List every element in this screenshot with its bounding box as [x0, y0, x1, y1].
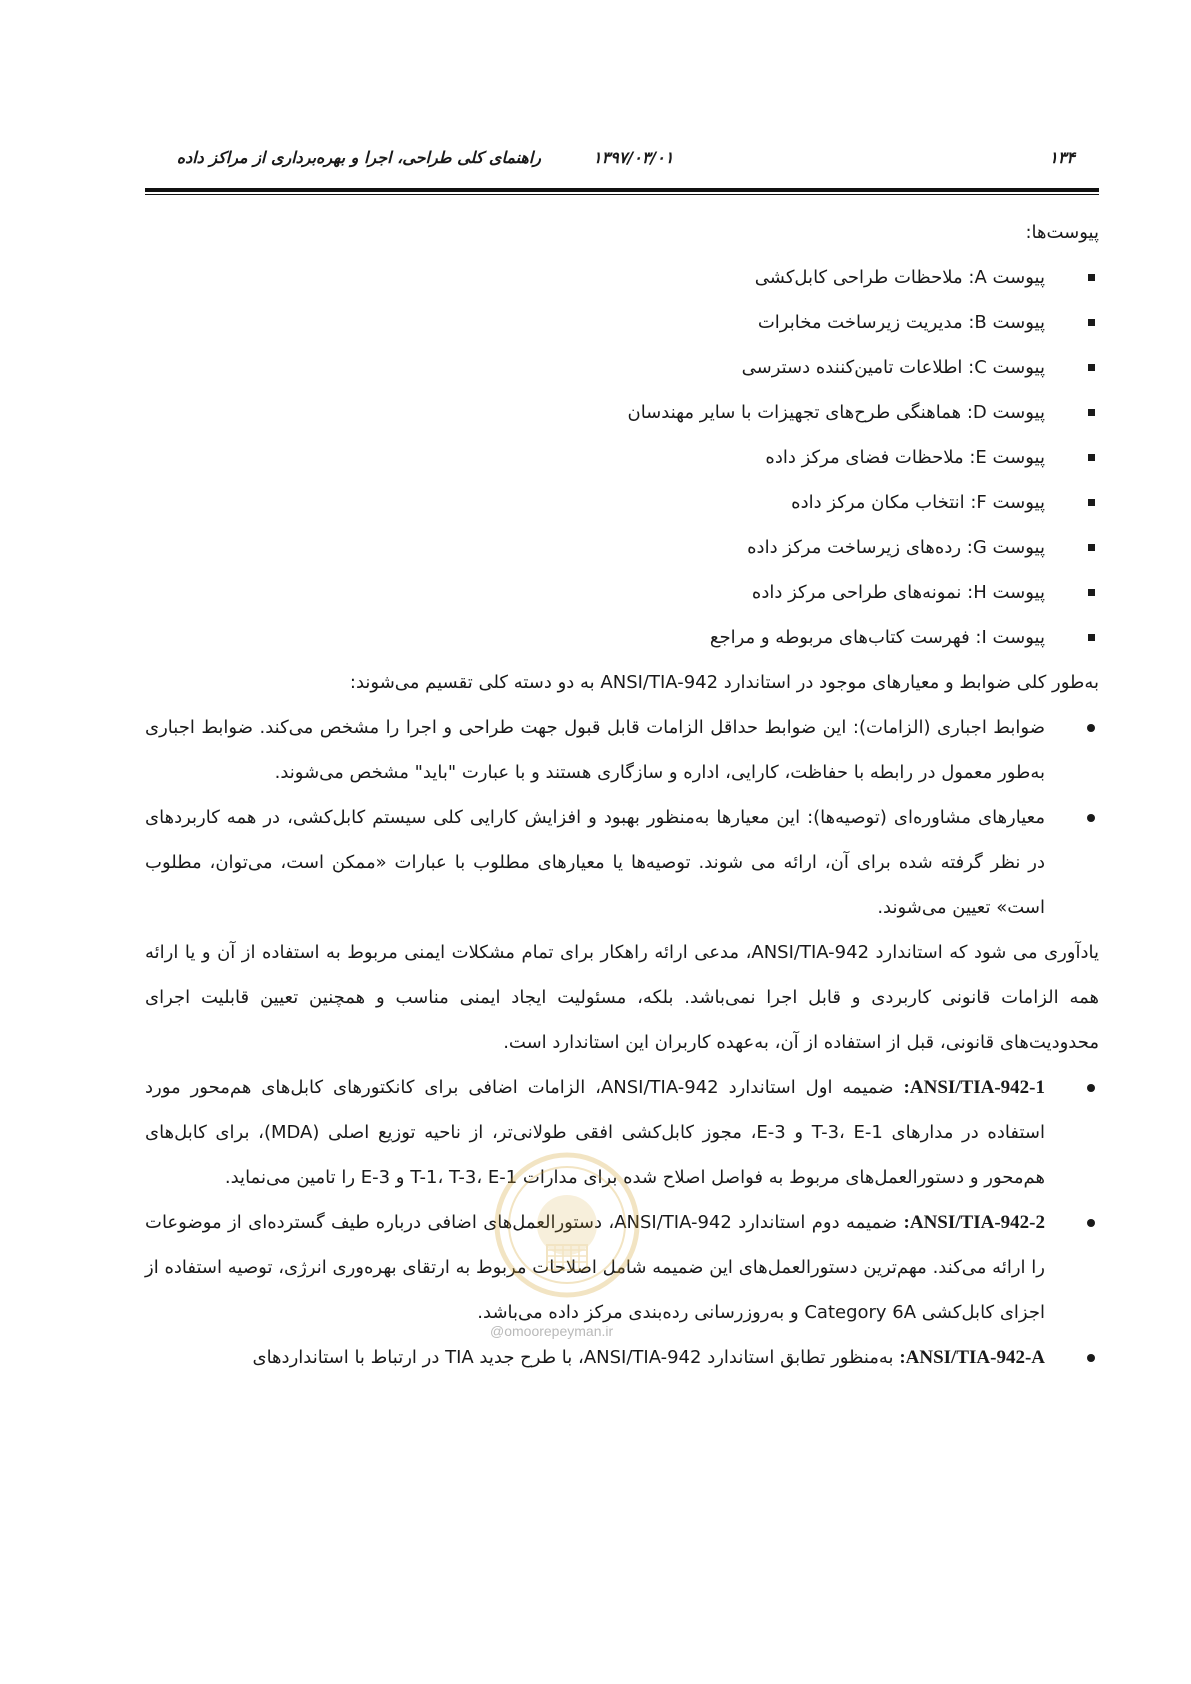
criteria-list	[145, 705, 1099, 930]
bullet-square-icon	[1088, 454, 1095, 461]
list-item: معیارهای مشاوره‌ای (توصیه‌ها): این معیارها به‌منظور بهبود و افزایش کارایی کلی سیستم کابل‌کشی، در همه کاربردهای در نظر گرفته شده برای آن، ارائه می شوند. توصیه‌ها یا معیارهای مطلوب با عبارات «ممکن است، می‌توان، مطلوب است» تعیین می‌شوند.	[145, 795, 1099, 930]
list-item: ضوابط اجباری (الزامات): این ضوابط حداقل الزامات قابل قبول جهت طراحی و اجرا را مشخص می‌کند. ضوابط اجباری به‌طور معمول در رابطه با حفاظت، کارایی، اداره و سازگاری هستند و با عبارت "باید" مشخص می‌شوند.	[145, 705, 1099, 795]
bullet-square-icon	[1088, 544, 1095, 551]
list-item: پیوست E: ملاحظات فضای مرکز داده	[145, 435, 1099, 480]
bullet-dot-icon	[1087, 814, 1095, 822]
appendix-list	[145, 255, 1099, 660]
bullet-square-icon	[1088, 319, 1095, 326]
bullet-dot-icon	[1087, 724, 1095, 732]
watermark-seal-icon	[492, 1150, 642, 1300]
watermark-text: @omoorepeyman.ir	[490, 1323, 614, 1339]
list-item: پیوست A: ملاحظات طراحی کابل‌کشی	[145, 255, 1099, 300]
list-item: پیوست D: هماهنگی طرح‌های تجهیزات با سایر مهندسان	[145, 390, 1099, 435]
addendum-code: ANSI/TIA-942-A:	[899, 1347, 1045, 1368]
bullet-dot-icon	[1087, 1084, 1095, 1092]
header-rule	[145, 188, 1099, 192]
list-item: پیوست H: نمونه‌های طراحی مرکز داده	[145, 570, 1099, 615]
bullet-square-icon	[1088, 364, 1095, 371]
list-item: پیوست C: اطلاعات تامین‌کننده دسترسی	[145, 345, 1099, 390]
running-header-date: ۱۳۹۷/۰۳/۰۱	[593, 148, 674, 167]
bullet-dot-icon	[1087, 1354, 1095, 1362]
list-item: ANSI/TIA-942-1: ضمیمه اول استاندارد ANSI/TIA-942، الزامات اضافی برای کانکتورهای کابل‌های هم‌محور مورد استفاده در مدارهای T-3، E-1 و E-3، مجوز کابل‌کشی افقی طولانی‌تر، از ناحیه توزیع اصلی (MDA)، برای کابل‌های هم‌محور و دستورالعمل‌های مربوط به فواصل اصلاح شده برای مدارات T-1، T-3، E-1 و E-3 را تامین می‌نماید.	[145, 1065, 1099, 1200]
header-rule-thin	[145, 194, 1099, 195]
bullet-square-icon	[1088, 274, 1095, 281]
list-item: ANSI/TIA-942-2: ضمیمه دوم استاندارد ANSI/TIA-942، دستورالعمل‌های اضافی درباره طیف گسترده‌ای از موضوعات را ارائه می‌کند. مهم‌ترین دستورالعمل‌های این ضمیمه شامل اصلاحات مربوط به ارتقای بهره‌وری انرژی، توصیه استفاده از اجزای کابل‌کشی Category 6A و به‌روزرسانی رده‌بندی مرکز داده می‌باشد.	[145, 1200, 1099, 1335]
appendices-heading: پیوست‌ها:	[1025, 222, 1099, 243]
list-item: پیوست F: انتخاب مکان مرکز داده	[145, 480, 1099, 525]
page-number: ۱۳۴	[1049, 148, 1075, 167]
running-header-title: راهنمای کلی طراحی، اجرا و بهره‌برداری از مراکز داده	[176, 148, 541, 167]
list-item: پیوست B: مدیریت زیرساخت مخابرات	[145, 300, 1099, 345]
reminder-paragraph: یادآوری می شود که استاندارد ANSI/TIA-942، مدعی ارائه راهکار برای تمام مشکلات ایمنی مربوط به استفاده از آن و یا ارائه همه الزامات قانونی کاربردی و قابل اجرا نمی‌باشد. بلکه، مسئولیت ایجاد ایمنی مناسب و همچنین تعیین قابلیت اجرای محدودیت‌های قانونی، قبل از استفاده از آن، به‌عهده کاربران این استاندارد است.	[145, 942, 1099, 1053]
bullet-dot-icon	[1087, 1219, 1095, 1227]
bullet-square-icon	[1088, 499, 1095, 506]
bullet-square-icon	[1088, 589, 1095, 596]
list-item: ANSI/TIA-942-A: به‌منظور تطابق استاندارد ANSI/TIA-942، با طرح جدید TIA در ارتباط با استانداردهای	[145, 1335, 1099, 1380]
bullet-square-icon	[1088, 634, 1095, 641]
addendum-code: ANSI/TIA-942-2:	[903, 1212, 1045, 1233]
criteria-intro: به‌طور کلی ضوابط و معیارهای موجود در استاندارد ANSI/TIA-942 به دو دسته کلی تقسیم می‌شوند:	[349, 672, 1099, 693]
addendum-code: ANSI/TIA-942-1:	[903, 1077, 1045, 1098]
list-item: پیوست I: فهرست کتاب‌های مربوطه و مراجع	[145, 615, 1099, 660]
bullet-square-icon	[1088, 409, 1095, 416]
list-item: پیوست G: رده‌های زیرساخت مرکز داده	[145, 525, 1099, 570]
